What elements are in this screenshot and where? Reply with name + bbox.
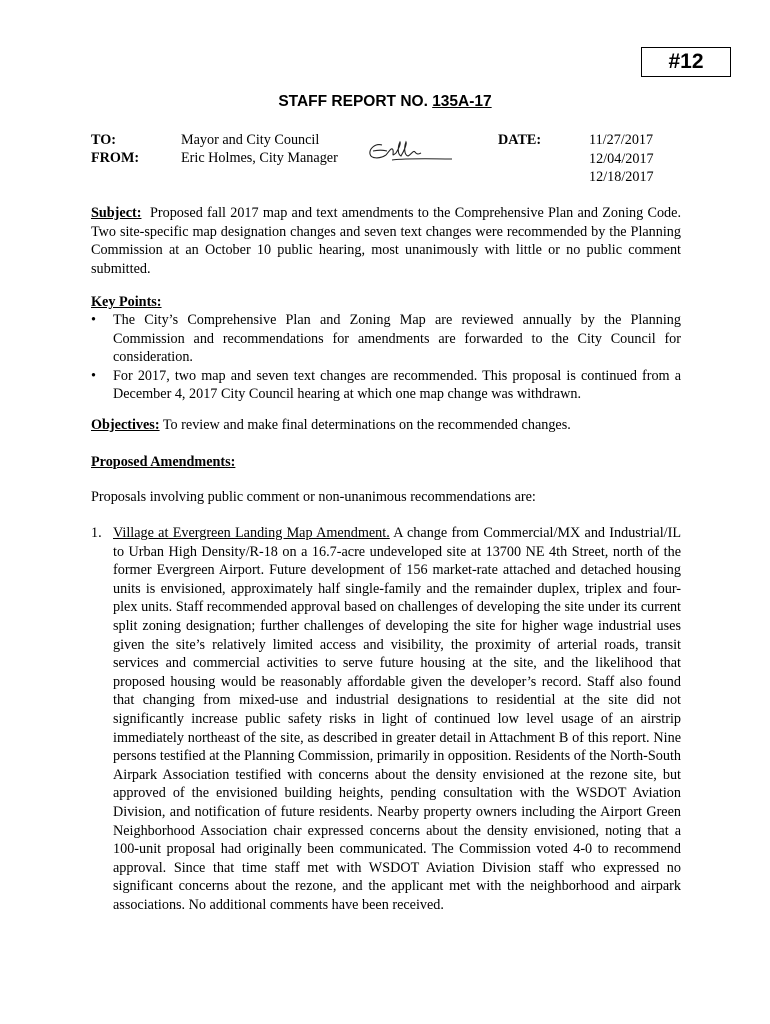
subject-text: Proposed fall 2017 map and text amendments to the Comprehensive Plan and Zoning Code. Two site-specific map designation changes and seven text changes were recommended by the Planning Commission at an October 10 public hearing, most unanimously with little or no public comment submitted. xyxy=(91,205,681,277)
from-value: Eric Holmes, City Manager xyxy=(181,150,338,166)
key-point-text: The City’s Comprehensive Plan and Zoning Map are reviewed annually by the Planning Commission and recommendations for amendments are forwarded to the City Council for consideration. xyxy=(113,312,681,366)
amendments-intro: Proposals involving public comment or non-unanimous recommendations are: xyxy=(91,489,536,505)
signature-icon xyxy=(366,136,454,168)
date-entry: 12/18/2017 xyxy=(589,169,654,185)
bullet-icon: • xyxy=(91,312,96,328)
key-points-heading: Key Points: xyxy=(91,294,162,310)
date-list xyxy=(589,131,654,187)
objectives-label: Objectives: xyxy=(91,417,160,433)
amendment-number: 1. xyxy=(91,525,102,541)
agenda-item-number: #12 xyxy=(641,47,731,77)
report-title-prefix: STAFF REPORT NO. xyxy=(278,93,428,110)
from-label: FROM: xyxy=(91,150,140,166)
to-label: TO: xyxy=(91,132,116,148)
amendment-text: A change from Commercial/MX and Industrial/IL to Urban High Density/R-18 on a 16.7-acre undeveloped site at 13700 NE 4th Street, north of the former Evergreen Airport. Future development of 156 market-rate attached and detached housing units is envisioned, approximately half single-family and the remainder duplex, triplex and four-plex units. Staff recommended approval based on challenges of developing the site under its current split zoning designation; further challenges of developing the site for higher wage industrial uses given the site’s relatively limited access and visibility, the proximity of arterial roads, transit services and commercial activities to serve future housing at the site, and the likelihood that proposed housing would be reasonably affordable given the developer’s record. Staff also found that changing from mixed-use and industrial designations to residential at the site did not significantly increase public safety risks in light of continued low level usage of an airstrip immediately northeast of the site, as described in greater detail in Attachment B of this report. Nine persons testified at the Planning Commission, primarily in opposition. Residents of the North-South Airpark Association testified with concerns about the density envisioned at the rezone site, but approved of the envisioned building heights, pending consultation with the WSDOT Aviation Division, and notification of future residents. Nearby property owners including the Airport Green Neighborhood Association chair expressed concerns about the density envisioned, noting that a 100-unit proposal had originally been communicated. The Commission voted 4-0 to recommend approval. Since that time staff met with WSDOT Aviation Division staff who expressed no significant concerns about the rezone, and the applicant met with the neighborhood and airpark associations. No additional comments have been received. xyxy=(113,525,681,913)
amendment-title: Village at Evergreen Landing Map Amendment. xyxy=(113,525,390,541)
subject-paragraph xyxy=(91,204,681,278)
key-points-list xyxy=(91,311,681,404)
date-entry: 12/04/2017 xyxy=(589,150,654,167)
report-title xyxy=(0,93,770,111)
amendments-heading: Proposed Amendments: xyxy=(91,454,236,470)
amendment-item xyxy=(91,524,681,914)
key-point-item xyxy=(91,311,681,367)
key-point-item xyxy=(91,367,681,404)
report-number: 135A-17 xyxy=(432,93,492,110)
amendments-list xyxy=(91,524,681,914)
bullet-icon: • xyxy=(91,367,96,384)
to-value: Mayor and City Council xyxy=(181,132,320,148)
objectives-text: To review and make final determinations on the recommended changes. xyxy=(162,417,571,433)
key-point-text: For 2017, two map and seven text changes are recommended. This proposal is continued from a December 4, 2017 City Council hearing at which one map change was withdrawn. xyxy=(113,367,681,403)
date-entry: 11/27/2017 xyxy=(589,132,654,148)
date-label: DATE: xyxy=(498,132,542,148)
objectives-paragraph xyxy=(91,416,681,435)
subject-label: Subject: xyxy=(91,205,142,221)
